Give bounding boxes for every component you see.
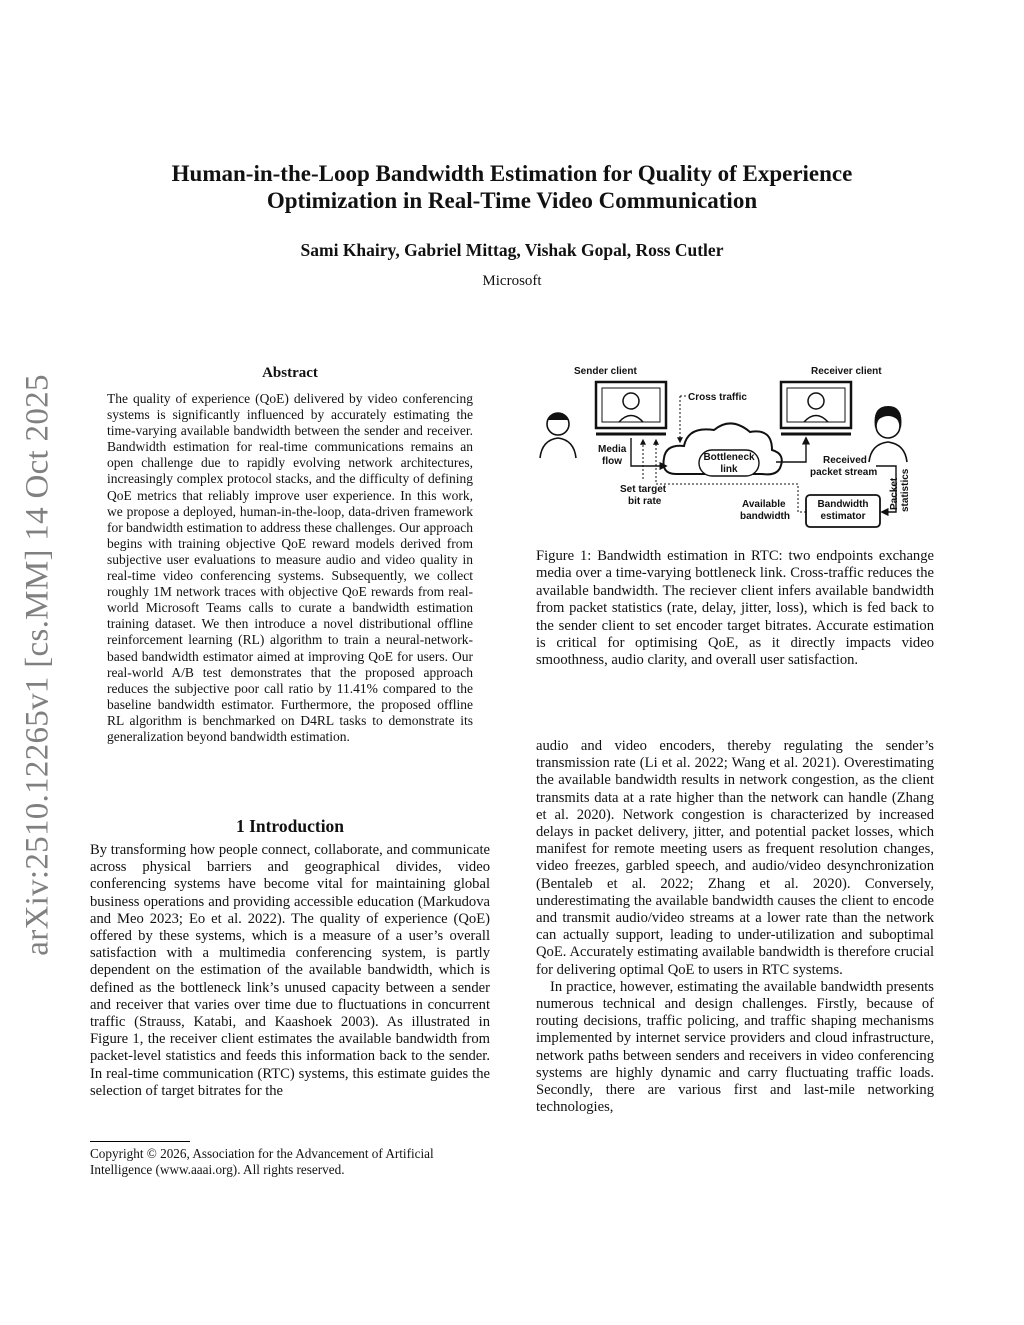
introduction-body: [90, 842, 490, 1100]
title-line-2: Optimization in Real-Time Video Communication: [266, 188, 758, 213]
footnote-rule: [90, 1141, 190, 1142]
receiver-monitor-icon: [781, 382, 851, 434]
paragraph-2: In practice, however, estimating the available bandwidth presents numerous technical and design challenges. Firstly, because of routing decisions, traffic policing, and traffic shaping mechanisms implemented by internet service providers and cloud infrastructure, network paths between senders and receivers in video conferencing systems are highly dynamic and carry fluctuating traffic loads. Secondly, there are various first and last-mile networking technologies,: [536, 978, 934, 1116]
label-target-line-2: bit rate: [628, 496, 662, 507]
sender-person-icon: [540, 413, 576, 458]
introduction-text: By transforming how people connect, collaborate, and communicate across physical barriers and geographical divides, video conferencing systems have become vital for maintaining global business operations and providing accessible education (Markudova and Meo 2023; Eo et al. 2022). The quality of experience (QoE) offered by these systems, which is a measure of a user’s overall satisfaction with a multimedia conferencing system, is partly dependent on the estimation of the available bandwidth, which is defined as the bottleneck link’s unused capacity between a sender and receiver that varies over time due to fluctuations in concurrent traffic (Strauss, Katabi, and Kaashoek 2003). As illustrated in Figure 1, the receiver client estimates the available bandwidth from packet-level statistics and feeds this information back to the sender. In real-time communication (RTC) systems, this estimate guides the selection of target bitrates for the: [90, 842, 490, 1099]
label-packet-line-2: statistics: [900, 468, 911, 512]
label-estimator-line-2: estimator: [820, 511, 866, 522]
label-available-line-1: Available: [742, 499, 786, 510]
label-bottleneck-line-2: link: [720, 464, 738, 475]
copyright-text: Copyright © 2026, Association for the Advancement of Artificial Intelligence (www.aaai.org). All rights reserved.: [90, 1146, 434, 1177]
label-target-line-1: Set target: [620, 484, 667, 495]
introduction-heading: 1 Introduction: [235, 816, 345, 836]
label-cross-traffic: Cross traffic: [688, 392, 747, 403]
label-packet-line-1: Packet: [889, 477, 900, 510]
affiliation: Microsoft: [482, 273, 542, 289]
figure-1-caption: [536, 548, 934, 670]
label-sender-client: Sender client: [574, 366, 637, 377]
label-received-line-1: Received: [823, 455, 867, 466]
label-available-line-2: bandwidth: [740, 511, 790, 522]
arxiv-id: arXiv:2510.12265v1 [cs.MM] 14 Oct 2025: [19, 374, 56, 956]
arxiv-sidebar: [14, 365, 62, 965]
copyright-notice: [90, 1146, 490, 1178]
abstract-text: The quality of experience (QoE) delivered by video conferencing systems is significantly influenced by accurately estimating the time-varying available bandwidth between the sender and receiver. Bandwidth estimation for real-time communications remains an open challenge due to rapidly evolving network architectures, increasingly complex protocol stacks, and the difficulty of defining QoE metrics that reliably improve user experience. In this work, we propose a deployed, human-in-the-loop, data-driven framework for bandwidth estimation to address these challenges. Our approach begins with training objective QoE reward models derived from subjective user evaluations to measure audio and video quality in real-time video conferencing systems. Subsequently, we collect roughly 1M network traces with objective QoE rewards from real-world Microsoft Teams calls to curate a bandwidth estimation training dataset. We then introduce a novel distributional offline reinforcement learning (RL) algorithm to train a neural-network-based bandwidth estimator aimed at improving QoE for users. Our real-world A/B test demonstrates that the proposed approach reduces the subjective poor call ratio by 11.41% compared to the baseline bandwidth estimator. Furthermore, the proposed offline RL algorithm is benchmarked on D4RL tasks to demonstrate its generalization beyond bandwidth estimation.: [107, 391, 473, 744]
label-estimator-line-1: Bandwidth: [817, 499, 869, 510]
label-receiver-client: Receiver client: [811, 366, 882, 377]
paragraph-1: audio and video encoders, thereby regulating the sender’s transmission rate (Li et al. 2022; Wang et al. 2021). Overestimating the available bandwidth results in network congestion, as the client transmits data at a rate higher than the network can handle (Zhang et al. 2020). Network congestion is characterized by increased delays in packet delivery, jitter, and potential packet losses, which manifest for remote meeting users as frequent resolution changes, video freezes, garbled speech, and audio/video desynchronization (Bentaleb et al. 2022; Zhang et al. 2020). Conversely, underestimating the available bandwidth causes the client to encode and transmit audio/video streams at a lower rate than the network can actually support, leading to under-utilization and suboptimal QoE. Accurately estimating available bandwidth is therefore crucial for delivering optimal QoE to users in RTC systems.: [536, 738, 934, 978]
label-media-line-2: flow: [602, 456, 622, 467]
label-media-line-1: Media: [598, 444, 627, 455]
figure-1-diagram: [536, 362, 934, 537]
abstract-heading: Abstract: [262, 365, 318, 381]
caption-text: Figure 1: Bandwidth estimation in RTC: two endpoints exchange media over a time-varying bottleneck link. Cross-traffic reduces the available bandwidth. The reciever client infers available bandwidth from packet statistics (rate, delay, jitter, loss), which is fed back to the sender client to set encoder target bitrates. Accurate estimation is critical for optimising QoE, as it directly impacts video smoothness, audio clarity, and overall user satisfaction.: [536, 548, 934, 669]
receiver-person-icon: [869, 406, 907, 462]
right-column-body: [536, 738, 934, 1116]
label-received-line-2: packet stream: [810, 467, 878, 478]
authors: Sami Khairy, Gabriel Mittag, Vishak Gopal, Ross Cutler: [300, 240, 724, 260]
title-line-1: Human-in-the-Loop Bandwidth Estimation for Quality of Experience: [171, 161, 853, 186]
abstract-body: [107, 391, 473, 745]
paper-title: [120, 160, 904, 214]
sender-monitor-icon: [596, 382, 666, 434]
label-bottleneck-line-1: Bottleneck: [703, 452, 755, 463]
